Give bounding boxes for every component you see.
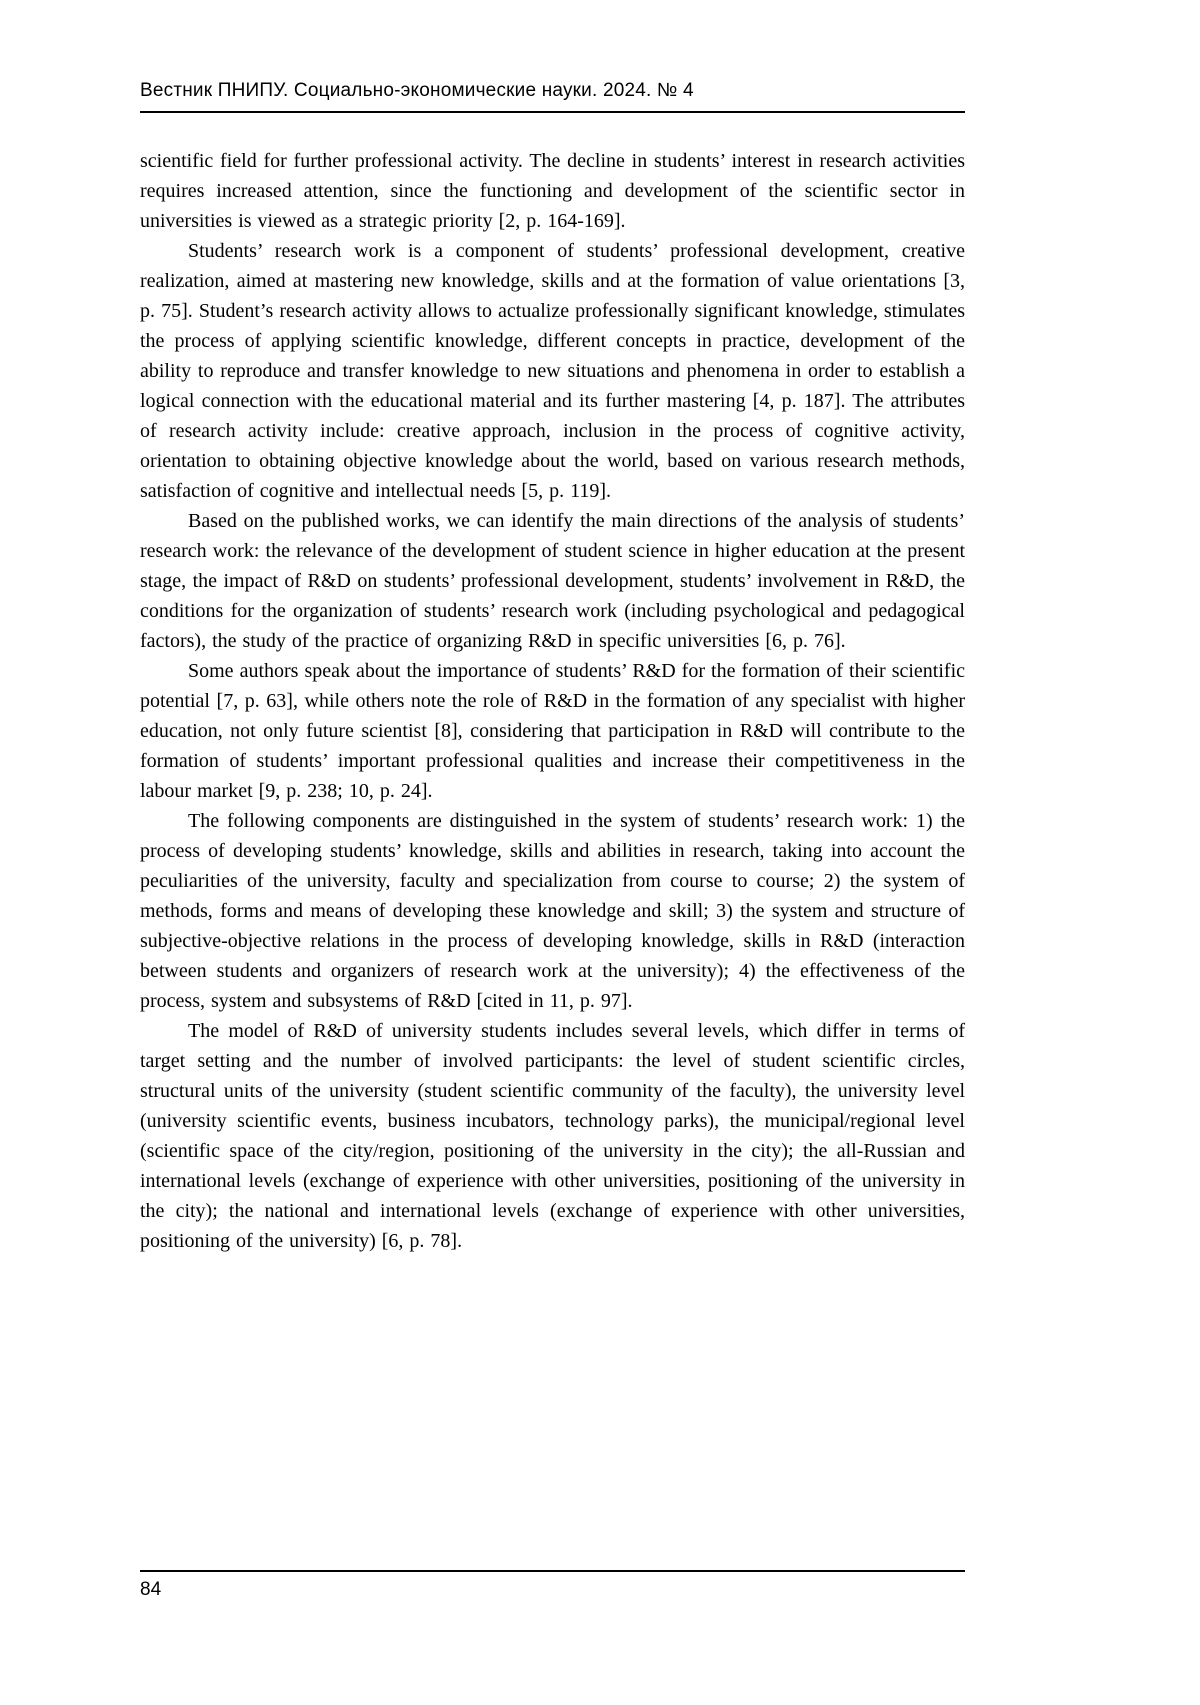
paragraph: The following components are distinguished in the system of students’ research work: 1) the process of developing students’ knowledge, skills and abilities in research, taking into account the peculiarities of the university, faculty and specialization from course to course; 2) the system of methods, forms and means of developing these knowledge and skill; 3) the system and structure of subjective-objective relations in the process of developing knowledge, skills in R&D (interaction between students and organizers of research work at the university); 4) the effectiveness of the process, system and subsystems of R&D [cited in 11, p. 97]. [140, 810, 965, 1012]
page-footer [140, 1570, 965, 1601]
journal-header-title: Вестник ПНИПУ. Социально-экономические науки. 2024. № 4 [140, 80, 694, 101]
header-rule [140, 111, 965, 113]
running-header [140, 80, 965, 113]
footer-rule [140, 1570, 965, 1572]
page-number: 84 [140, 1579, 162, 1600]
paragraph: The model of R&D of university students includes several levels, which differ in terms of target setting and the number of involved participants: the level of student scientific circles, structural units of the university (student scientific community of the faculty), the university level (university scientific events, business incubators, technology parks), the municipal/regional level (scientific space of the city/region, positioning of the university in the city); the all-Russian and international levels (exchange of experience with other universities, positioning of the university in the city); the national and international levels (exchange of experience with other universities, positioning of the university) [6, p. 78]. [140, 1020, 965, 1252]
paragraph: Based on the published works, we can identify the main directions of the analysis of students’ research work: the relevance of the development of student science in higher education at the present stage, the impact of R&D on students’ professional development, students’ involvement in R&D, the conditions for the organization of students’ research work (including psychological and pedagogical factors), the study of the practice of organizing R&D in specific universities [6, p. 76]. [140, 510, 965, 652]
paragraph: scientific field for further professional activity. The decline in students’ interest in research activities requires increased attention, since the functioning and development of the scientific sector in universities is viewed as a strategic priority [2, p. 164-169]. [140, 150, 965, 232]
paragraph: Some authors speak about the importance of students’ R&D for the formation of their scientific potential [7, p. 63], while others note the role of R&D in the formation of any specialist with higher education, not only future scientist [8], considering that participation in R&D will contribute to the formation of students’ important professional qualities and increase their competitiveness in the labour market [9, p. 238; 10, p. 24]. [140, 660, 965, 802]
article-body [140, 146, 965, 1256]
paragraph: Students’ research work is a component of students’ professional development, creative realization, aimed at mastering new knowledge, skills and at the formation of value orientations [3, p. 75]. Student’s research activity allows to actualize professionally significant knowledge, stimulates the process of applying scientific knowledge, different concepts in practice, development of the ability to reproduce and transfer knowledge to new situations and phenomena in order to establish a logical connection with the educational material and its further mastering [4, p. 187]. The attributes of research activity include: creative approach, inclusion in the process of cognitive activity, orientation to obtaining objective knowledge about the world, based on various research methods, satisfaction of cognitive and intellectual needs [5, p. 119]. [140, 240, 965, 502]
